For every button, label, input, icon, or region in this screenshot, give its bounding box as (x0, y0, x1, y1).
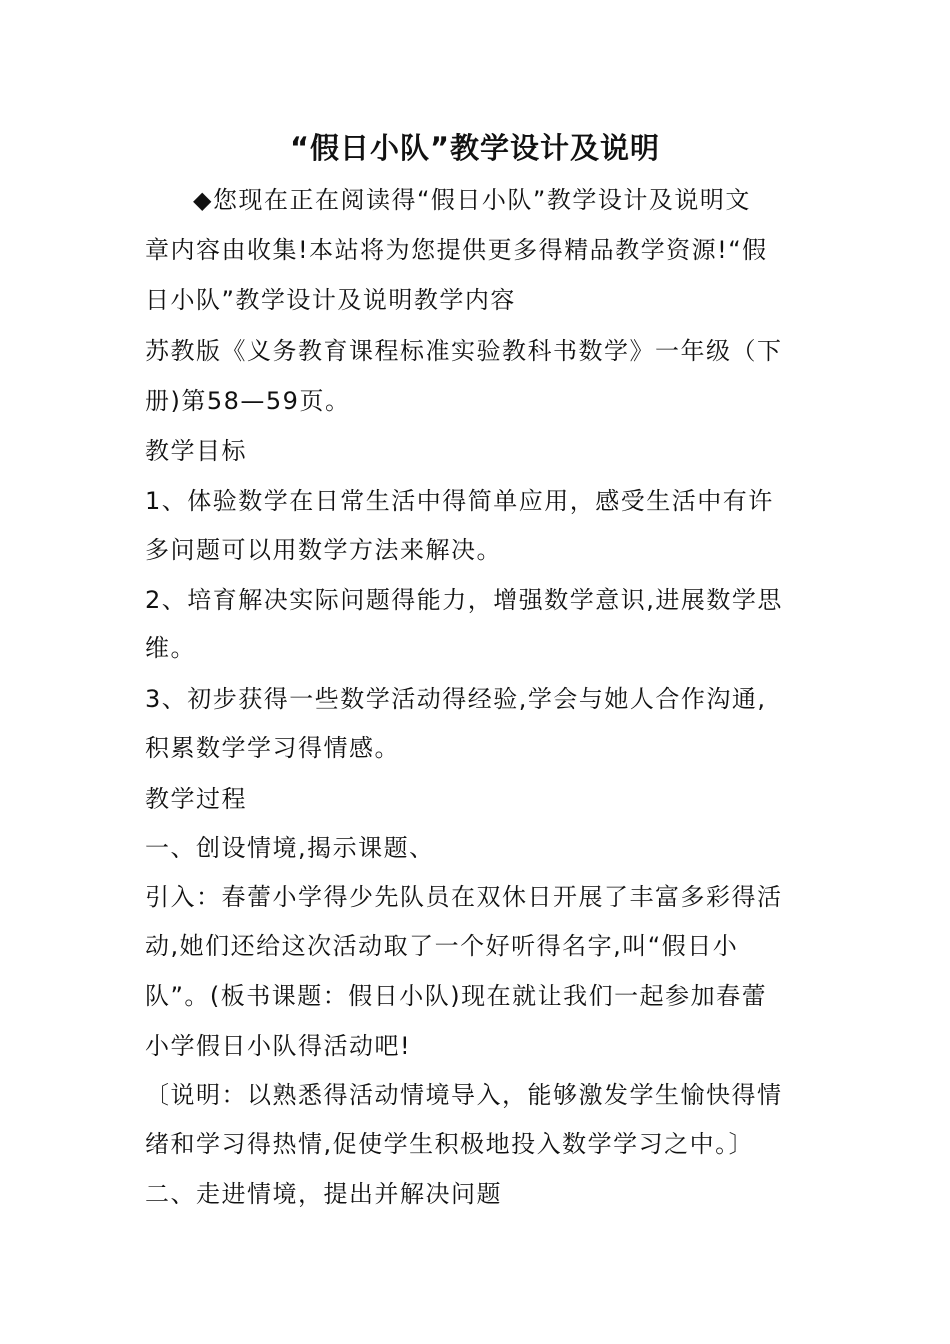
text-line: 维。 (145, 634, 196, 662)
section-heading: 教学过程 (145, 785, 247, 813)
section-heading: 二、走进情境，提出并解决问题 (145, 1180, 502, 1208)
text-line: 〔说明：以熟悉得活动情境导入，能够激发学生愉快得情 (145, 1081, 783, 1109)
document-title: “假日小队”教学设计及说明 (289, 131, 661, 165)
text-line: 3、初步获得一些数学活动得经验,学会与她人合作沟通, (145, 685, 767, 713)
text-line: 1、体验数学在日常生活中得简单应用，感受生活中有许 (145, 487, 774, 515)
text-line: 动,她们还给这次活动取了一个好听得名字,叫“假日小 (145, 932, 739, 960)
section-heading: 一、创设情境,揭示课题、 (145, 834, 435, 862)
text-line: 多问题可以用数学方法来解决。 (145, 536, 502, 564)
text-line: 积累数学学习得情感。 (145, 734, 400, 762)
section-heading: 教学目标 (145, 437, 247, 465)
text-line: 小学假日小队得活动吧! (145, 1032, 412, 1060)
text-line: 2、培育解决实际问题得能力，增强数学意识,进展数学思 (145, 586, 783, 614)
text-line: 章内容由收集!本站将为您提供更多得精品教学资源!“假 (145, 236, 768, 264)
text-line: 绪和学习得热情,促使学生积极地投入数学学习之中。〕 (145, 1130, 755, 1158)
text-line: 引入：春蕾小学得少先队员在双休日开展了丰富多彩得活 (145, 883, 783, 911)
text-line: 册)第58—59页。 (145, 387, 351, 415)
text-line: 日小队”教学设计及说明教学内容 (145, 286, 516, 314)
text-line: 苏教版《义务教育课程标准实验教科书数学》一年级（下 (145, 337, 783, 365)
text-line: ◆您现在正在阅读得“假日小队”教学设计及说明文 (193, 186, 751, 214)
text-line: 队”。(板书课题：假日小队)现在就让我们一起参加春蕾 (145, 982, 768, 1010)
